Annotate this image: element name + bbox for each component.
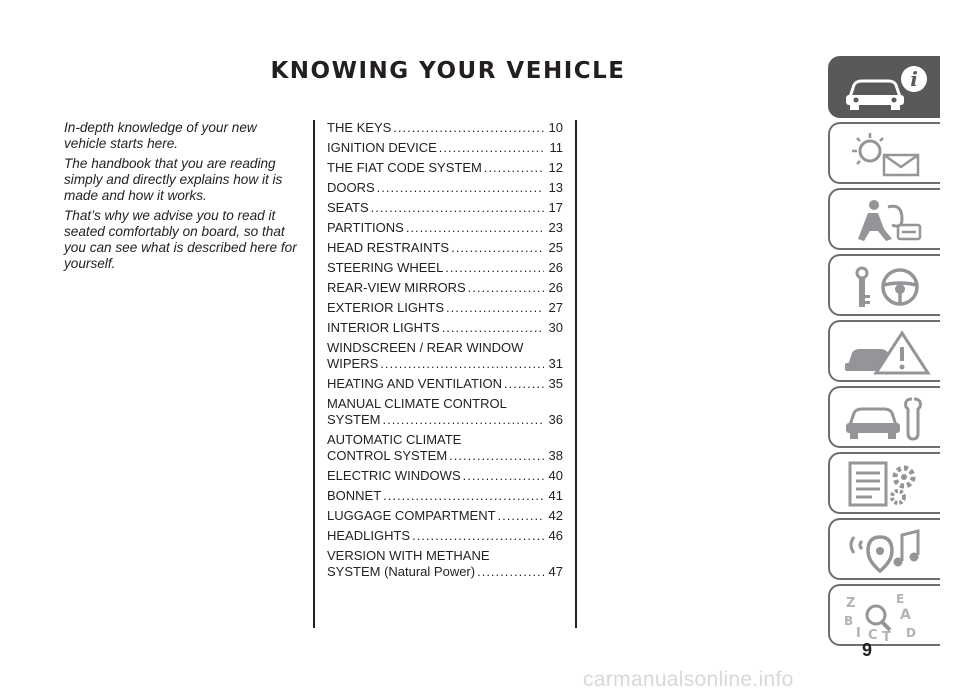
dot-leader: [477, 564, 544, 580]
toc-entry-label: INTERIOR LIGHTS: [327, 320, 440, 335]
tab-emergency[interactable]: [828, 320, 940, 382]
toc-entry-label: WINDSCREEN / REAR WINDOW: [327, 340, 524, 355]
toc-page-number: 23: [548, 220, 563, 235]
toc-entry[interactable]: [327, 240, 563, 256]
warning-lights-message-icon: [840, 129, 932, 179]
toc-page-number: 10: [548, 120, 563, 135]
toc-page-number: 30: [548, 320, 563, 335]
tab-index[interactable]: [828, 584, 940, 646]
page-title: KNOWING YOUR VEHICLE: [270, 58, 626, 84]
dot-leader: [380, 356, 544, 372]
toc-entry[interactable]: [327, 396, 563, 428]
car-info-icon: [840, 63, 932, 113]
toc-entry-label: MANUAL CLIMATE CONTROL: [327, 396, 507, 411]
toc-entry[interactable]: [327, 200, 563, 216]
toc-page-number: 41: [548, 488, 563, 503]
toc-page-number: 12: [548, 160, 563, 175]
toc-entry[interactable]: [327, 340, 563, 372]
toc-entry-label: HEAD RESTRAINTS: [327, 240, 450, 255]
toc-page-number: 38: [548, 448, 563, 463]
toc-entry-label: LUGGAGE COMPARTMENT: [327, 508, 496, 523]
toc-page-number: 26: [548, 280, 563, 295]
toc-entry-label: HEATING AND VENTILATION: [327, 376, 503, 391]
intro-text: [64, 120, 299, 276]
column-divider-right: [575, 120, 577, 628]
toc-entry[interactable]: [327, 160, 563, 176]
toc-entry-label: VERSION WITH METHANE: [327, 548, 490, 563]
toc-entry-label: THE FIAT CODE SYSTEM: [327, 160, 482, 175]
dot-leader: [449, 448, 544, 464]
toc-entry-label: IGNITION DEVICE: [327, 140, 437, 155]
toc-entry-label: SYSTEM: [327, 412, 381, 427]
toc-entry[interactable]: [327, 376, 563, 392]
dot-leader: [468, 280, 544, 296]
dot-leader: [382, 412, 544, 428]
alphabetical-index-icon: [840, 591, 932, 641]
toc-entry[interactable]: [327, 468, 563, 484]
dot-leader: [445, 260, 544, 276]
svg-text:i: i: [910, 67, 918, 91]
multimedia-icon: [840, 525, 932, 575]
dot-leader: [371, 200, 544, 216]
dot-leader: [383, 488, 544, 504]
toc-page-number: 26: [548, 260, 563, 275]
toc-page-number: 46: [548, 528, 563, 543]
toc-entry-label: STEERING WHEEL: [327, 260, 444, 275]
toc-entry[interactable]: [327, 320, 563, 336]
dot-leader: [498, 508, 544, 524]
dot-leader: [463, 468, 544, 484]
svg-text:E: E: [896, 592, 905, 606]
toc-entry[interactable]: [327, 508, 563, 524]
svg-text:A: A: [900, 607, 911, 623]
tab-knowing-your-vehicle[interactable]: [828, 56, 940, 118]
toc-entry[interactable]: [327, 280, 563, 296]
toc-entry-label: ELECTRIC WINDOWS: [327, 468, 461, 483]
svg-text:B: B: [844, 614, 854, 628]
dot-leader: [377, 180, 544, 196]
toc-page-number: 42: [548, 508, 563, 523]
intro-paragraph: That’s why we advise you to read it seated comfortably on board, so that you can see what is described here for yourself.: [64, 208, 297, 271]
toc-page-number: 27: [548, 300, 563, 315]
toc-entry[interactable]: [327, 140, 563, 156]
dot-leader: [406, 220, 544, 236]
tab-multimedia[interactable]: [828, 518, 940, 580]
toc-page-number: 31: [548, 356, 563, 371]
toc-page-number: 25: [548, 240, 563, 255]
toc-entry-label: EXTERIOR LIGHTS: [327, 300, 445, 315]
tab-warning-lights[interactable]: [828, 122, 940, 184]
toc-entry[interactable]: [327, 220, 563, 236]
toc-page-number: 17: [548, 200, 563, 215]
svg-text:Z: Z: [846, 596, 856, 611]
tab-safety[interactable]: [828, 188, 940, 250]
dot-leader: [439, 140, 544, 156]
toc-entry-label: REAR-VIEW MIRRORS: [327, 280, 466, 295]
page-number: 9: [862, 640, 873, 660]
toc-entry[interactable]: [327, 300, 563, 316]
toc-entry[interactable]: [327, 120, 563, 136]
svg-text:D: D: [906, 626, 916, 640]
toc-entry-label: WIPERS: [327, 356, 379, 371]
svg-text:T: T: [882, 630, 891, 641]
toc-entry-label: PARTITIONS: [327, 220, 404, 235]
dot-leader: [451, 240, 544, 256]
airbag-safety-icon: [840, 195, 932, 245]
intro-paragraph: The handbook that you are reading simply and directly explains how it is made and how it works.: [64, 156, 283, 203]
svg-text:C: C: [868, 628, 878, 641]
toc-entry-label: SYSTEM (Natural Power): [327, 564, 476, 579]
toc-entry[interactable]: [327, 488, 563, 504]
tab-starting-driving[interactable]: [828, 254, 940, 316]
toc-page-number: 11: [549, 140, 563, 155]
toc-entry[interactable]: [327, 528, 563, 544]
intro-paragraph: In-depth knowledge of your new vehicle starts here.: [64, 120, 257, 151]
tab-technical-specifications[interactable]: [828, 452, 940, 514]
toc-entry[interactable]: [327, 260, 563, 276]
toc-entry-label: THE KEYS: [327, 120, 392, 135]
toc-page-number: 47: [548, 564, 563, 579]
toc-page-number: 36: [548, 412, 563, 427]
dot-leader: [504, 376, 544, 392]
toc-entry-label: SEATS: [327, 200, 369, 215]
toc-entry-label: CONTROL SYSTEM: [327, 448, 448, 463]
toc-page-number: 35: [548, 376, 563, 391]
toc-entry-label: BONNET: [327, 488, 382, 503]
dot-leader: [393, 120, 544, 136]
svg-text:I: I: [856, 626, 861, 641]
toc-entry-label: DOORS: [327, 180, 375, 195]
column-divider-left: [313, 120, 315, 628]
toc-page-number: 13: [548, 180, 563, 195]
dot-leader: [442, 320, 544, 336]
key-steering-wheel-icon: [840, 261, 932, 311]
dot-leader: [484, 160, 544, 176]
table-of-contents: [327, 120, 563, 584]
toc-entry[interactable]: [327, 180, 563, 196]
technical-data-icon: [840, 459, 932, 509]
toc-entry[interactable]: [327, 548, 563, 580]
dot-leader: [412, 528, 544, 544]
toc-entry-label: HEADLIGHTS: [327, 528, 411, 543]
toc-page-number: 40: [548, 468, 563, 483]
toc-entry-label: AUTOMATIC CLIMATE: [327, 432, 462, 447]
emergency-breakdown-icon: [840, 327, 932, 377]
tab-servicing[interactable]: [828, 386, 940, 448]
toc-entry[interactable]: [327, 432, 563, 464]
dot-leader: [446, 300, 544, 316]
watermark: carmanualsonline.info: [583, 668, 794, 691]
car-maintenance-icon: [840, 393, 932, 443]
